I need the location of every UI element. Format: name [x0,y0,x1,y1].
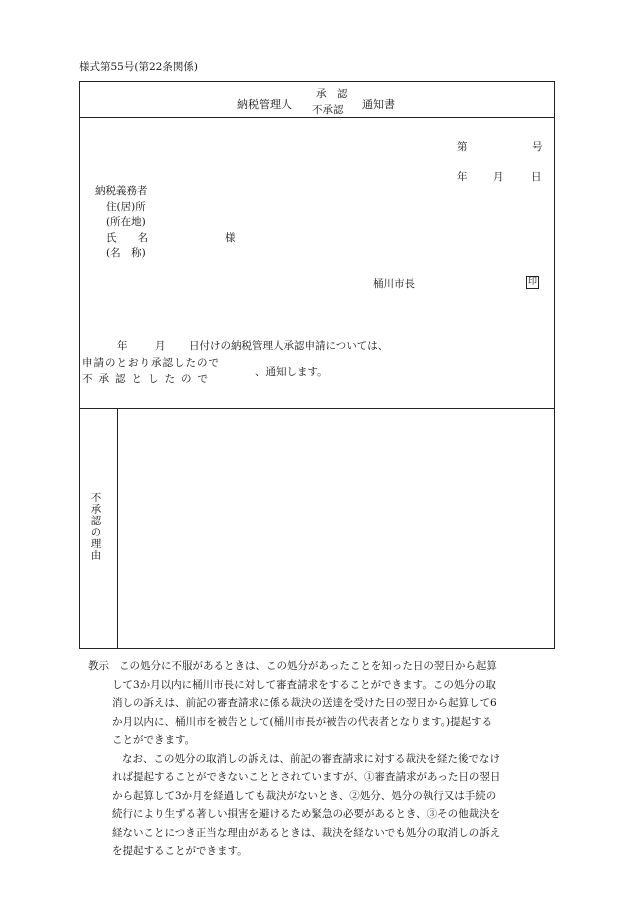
doc-number-go: 号 [532,141,543,153]
notice-line: か月以内に、桶川市を被告として(桶川市長が被告の代表者となります。)提起する [112,715,493,728]
notice-line: れば提起することができないこととされていますが、①審査請求があった日の翌日 [112,771,501,783]
notice-line: を提起することができます。 [112,845,248,857]
notice-line: なお、この処分の取消しの訴えは、前記の審査請求に対する裁決を経た後でなけ [122,752,500,765]
recipient-honorific: 様 [225,232,236,244]
notice-line: 消しの訴えは、前記の審査請求に係る裁決の送達を受けた日の翌日から起算して6 [112,697,497,709]
notice-line: 続行により生ずる著しい損害を避けるため緊急の必要があるとき、③その他裁決を [112,808,501,820]
title-suffix: 通知書 [362,98,395,111]
appeal-notice [88,657,558,861]
seal-mark: 印 [527,277,537,287]
reason-label: 不承認の理由 [89,492,102,561]
reason-column-divider [117,408,118,648]
notice-heading: 教示 [88,660,109,672]
date-day: 日 [531,171,542,183]
body-option-rejected: 不承認としたので [82,373,214,385]
form-frame [79,81,555,649]
recipient-entity-name: (名 称) [106,247,146,259]
title-divider [80,117,554,118]
date-month: 月 [493,171,504,183]
recipient-name-label: 氏 名 [106,232,148,244]
body-option-approved: 申請のとおり承認したので [82,357,220,369]
title-option-approve: 承 認 [316,88,348,100]
notice-line: ことができます。 [112,734,196,746]
recipient-location: (所在地) [106,216,146,228]
body-day-phrase: 日付けの納税管理人承認申請については、 [189,340,389,352]
recipient-address: 住(居)所 [106,201,146,213]
date-year: 年 [457,171,468,183]
notice-line: から起算して3か月を経過しても裁決がないとき、②処分、処分の執行又は手続の [112,789,497,802]
form-number: 様式第55号(第22条関係) [79,61,198,73]
reason-divider [80,408,554,409]
title-prefix: 納税管理人 [237,98,292,111]
notice-line: この処分に不服があるときは、この処分があったことを知った日の翌日から起算 [119,660,497,672]
body-year: 年 [117,340,128,352]
recipient-role: 納税義務者 [95,185,148,197]
issuer-name: 桶川市長 [373,278,415,290]
title-option-reject: 不承認 [312,104,344,116]
body-month: 月 [155,340,166,352]
doc-number-dai: 第 [457,141,468,153]
notice-line: して3か月以内に桶川市長に対して審査請求をすることができます。この処分の取 [112,678,496,691]
body-conclusion: 、通知します。 [255,366,328,378]
notice-line: 経ないことにつき正当な理由があるときは、裁決を経ないでも処分の取消しの訴え [112,826,501,839]
